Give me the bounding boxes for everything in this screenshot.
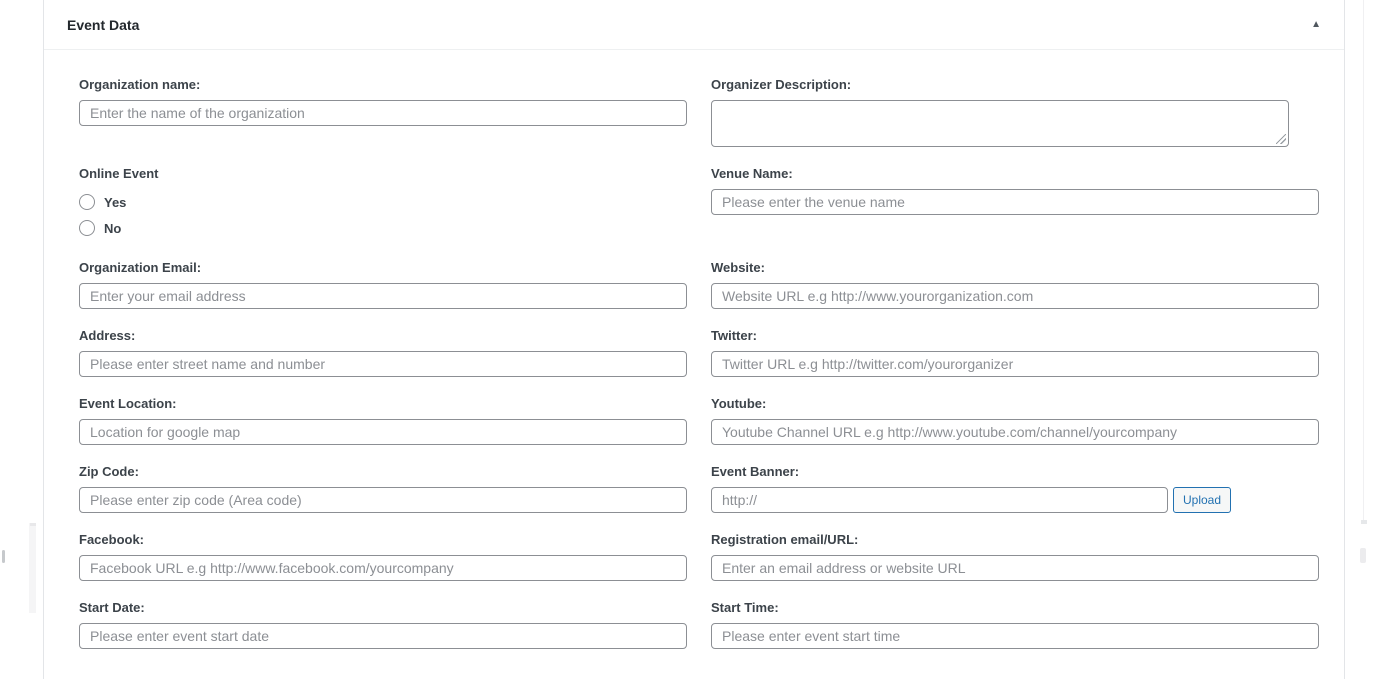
online-event-yes-radio[interactable] xyxy=(79,194,95,210)
start-date-input[interactable] xyxy=(79,623,687,649)
website-label: Website: xyxy=(711,260,765,275)
event-location-input[interactable] xyxy=(79,419,687,445)
chevron-up-icon: ▲ xyxy=(1311,18,1321,30)
metabox-body xyxy=(44,50,1344,649)
field-website xyxy=(711,260,1319,309)
field-organization-name xyxy=(79,77,687,126)
online-event-yes-label: Yes xyxy=(104,194,127,210)
right-scrollbar-track-end xyxy=(1361,520,1367,524)
online-event-label: Online Event xyxy=(79,166,159,181)
start-time-label: Start Time: xyxy=(711,600,779,615)
field-organizer-description xyxy=(711,77,1319,147)
left-scrollbar-track xyxy=(29,523,36,613)
registration-label: Registration email/URL: xyxy=(711,532,859,547)
field-event-banner xyxy=(711,464,1319,513)
right-scrollbar-track xyxy=(1363,0,1364,520)
field-organization-email xyxy=(79,260,687,309)
online-event-no-radio[interactable] xyxy=(79,220,95,236)
left-scrollbar-thumb[interactable] xyxy=(2,550,5,563)
upload-button[interactable]: Upload xyxy=(1173,487,1231,513)
address-label: Address: xyxy=(79,328,136,343)
organization-email-label: Organization Email: xyxy=(79,260,202,275)
organizer-description-textarea[interactable] xyxy=(711,100,1289,147)
organization-name-input[interactable] xyxy=(79,100,687,126)
zip-code-label: Zip Code: xyxy=(79,464,139,479)
facebook-label: Facebook: xyxy=(79,532,145,547)
field-start-date xyxy=(79,600,687,649)
event-location-label: Event Location: xyxy=(79,396,177,411)
collapse-toggle-button[interactable] xyxy=(1307,16,1325,34)
registration-input[interactable] xyxy=(711,555,1319,581)
metabox-header xyxy=(44,0,1344,50)
field-twitter xyxy=(711,328,1319,377)
youtube-label: Youtube: xyxy=(711,396,767,411)
organizer-description-label: Organizer Description: xyxy=(711,77,852,92)
address-input[interactable] xyxy=(79,351,687,377)
field-zip-code xyxy=(79,464,687,513)
field-youtube xyxy=(711,396,1319,445)
field-address xyxy=(79,328,687,377)
event-data-metabox xyxy=(43,0,1345,679)
right-scrollbar-thumb[interactable] xyxy=(1360,548,1366,563)
online-event-no-label: No xyxy=(104,220,122,236)
start-time-input[interactable] xyxy=(711,623,1319,649)
field-registration xyxy=(711,532,1319,581)
event-banner-url-input[interactable] xyxy=(711,487,1168,513)
facebook-input[interactable] xyxy=(79,555,687,581)
metabox-title: Event Data xyxy=(67,16,140,33)
zip-code-input[interactable] xyxy=(79,487,687,513)
venue-name-input[interactable] xyxy=(711,189,1319,215)
organization-email-input[interactable] xyxy=(79,283,687,309)
online-event-no-option[interactable] xyxy=(79,215,687,241)
organizer-description-wrap xyxy=(711,100,1289,147)
event-banner-row xyxy=(711,487,1319,513)
left-scrollbar-track-end xyxy=(30,523,36,526)
twitter-label: Twitter: xyxy=(711,328,757,343)
youtube-input[interactable] xyxy=(711,419,1319,445)
website-input[interactable] xyxy=(711,283,1319,309)
field-online-event xyxy=(79,166,687,241)
online-event-yes-option[interactable] xyxy=(79,189,687,215)
venue-name-label: Venue Name: xyxy=(711,166,793,181)
field-facebook xyxy=(79,532,687,581)
start-date-label: Start Date: xyxy=(79,600,145,615)
event-banner-label: Event Banner: xyxy=(711,464,800,479)
field-venue-name xyxy=(711,166,1319,215)
field-event-location xyxy=(79,396,687,445)
organization-name-label: Organization name: xyxy=(79,77,201,92)
twitter-input[interactable] xyxy=(711,351,1319,377)
field-start-time xyxy=(711,600,1319,649)
